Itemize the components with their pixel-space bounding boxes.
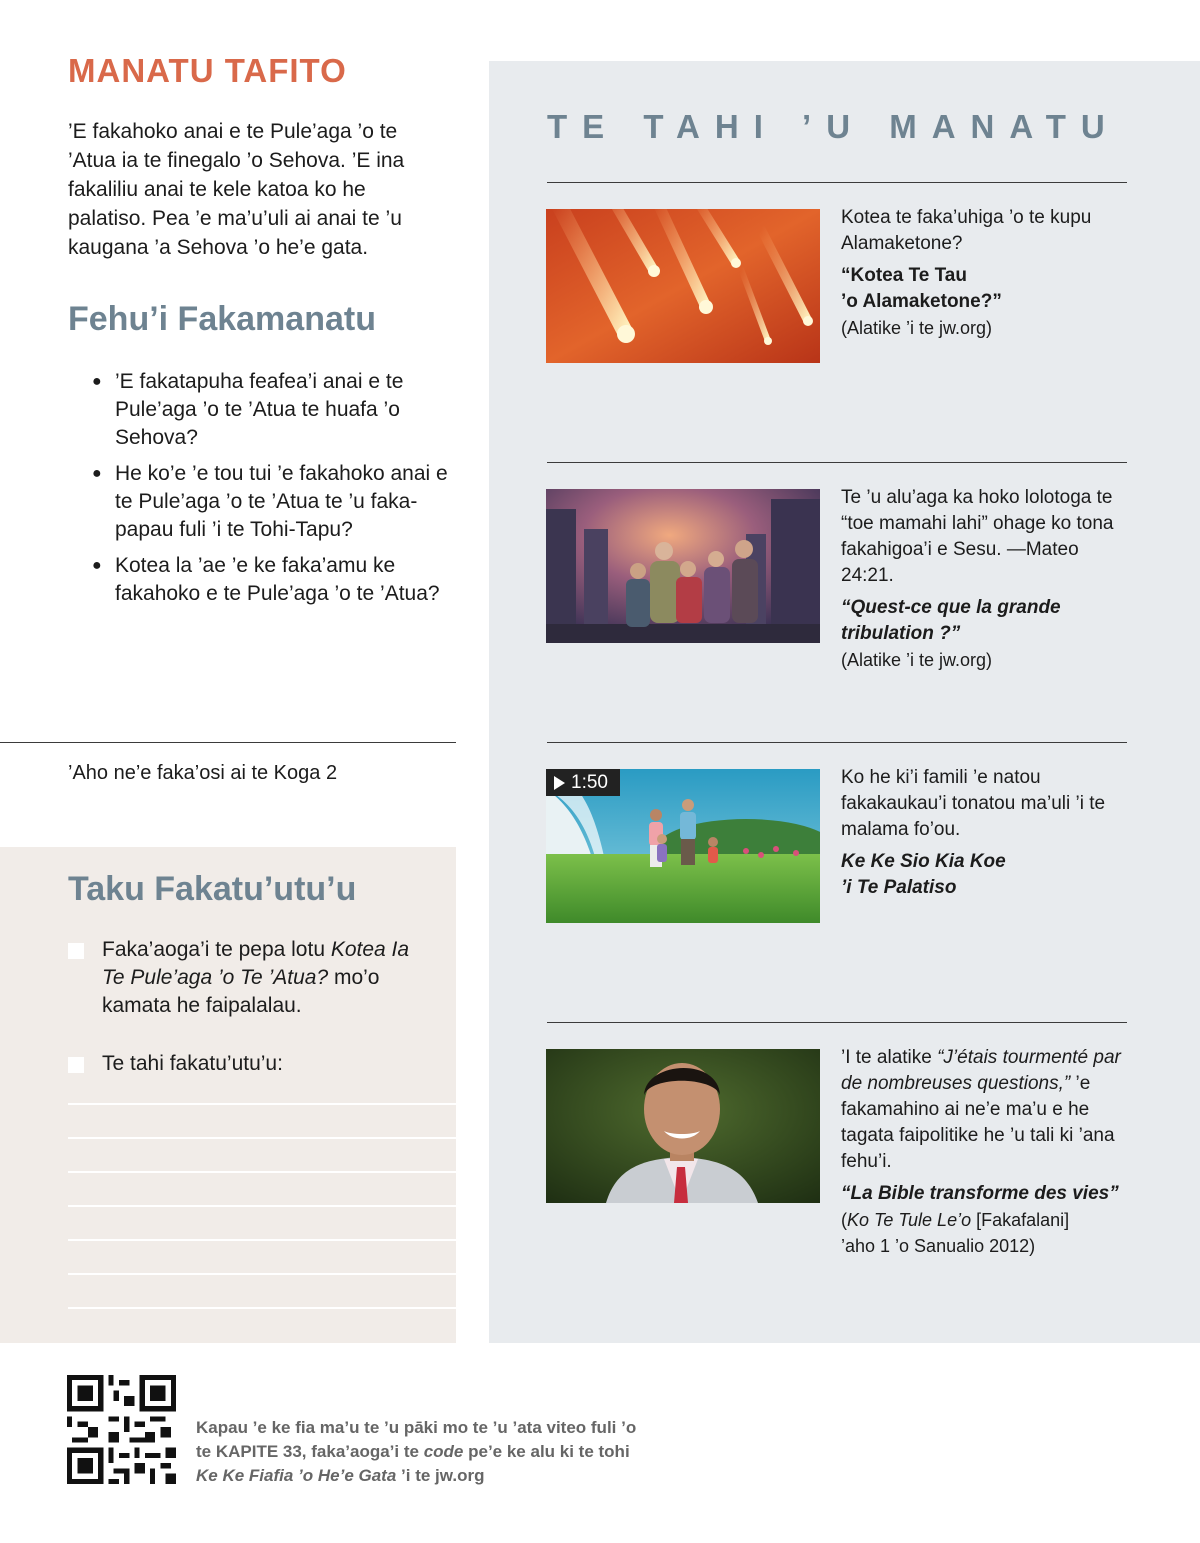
goal-item [68,936,428,1020]
divider [547,182,1127,183]
footer-note: Kapau ’e ke fia ma’u te ’u pāki mo te ’u ’ata viteo fuli ’o te KAPITE 33, faka’aoga’i te code pe’e ke alu ki te tohi Ke Ke Fiafia ’o He’e Gata ’i te jw.org [196,1418,637,1485]
goal-text: Faka’aoga’i te pepa lotu Kotea Ia Te Pule’aga ’o Te ’Atua? mo’o kamata he faipalalau. [102,938,410,1017]
entry-source: (Alatike ’i te jw.org) [841,318,993,338]
video-duration-badge [546,769,620,796]
review-question [68,460,460,544]
review-question-text: Kotea la ’ae ’e ke faka’amu ke fakahoko e te Pule’aga ’o te ’Atua? [115,554,440,605]
write-line[interactable] [68,1307,456,1309]
entry-description: ’I te alatike “J’étais tourmenté par de nombreuses questions,” ’e fakamahino ai ne’e ma’u e he tagata faipolitike he ’u tali ki ’ana fehu’i. [841,1047,1121,1172]
checkbox[interactable] [68,943,84,959]
article-link[interactable]: “La Bible transforme des vies” [841,1183,1119,1204]
write-line[interactable] [68,1205,456,1207]
divider [0,742,456,743]
video-link[interactable]: Ke Ke Sio Kia Koe ’i Te Palatiso [841,851,1006,898]
write-line[interactable] [68,1103,456,1105]
article-link[interactable]: “Kotea Te Tau ’o Alamaketone?” [841,265,1002,312]
completion-date-label: ’Aho ne’e faka’osi ai te Koga 2 [68,762,338,784]
write-line[interactable] [68,1171,456,1173]
bullet-icon: ● [92,465,102,482]
video-duration: 1:50 [571,772,608,793]
divider [547,462,1127,463]
review-questions-list [68,368,460,616]
write-line[interactable] [68,1137,456,1139]
info-entry [841,205,1131,341]
goal-text: Te tahi fakatu’utu’u: [102,1052,283,1075]
review-question [68,368,460,452]
info-entry [841,1045,1131,1259]
checkbox[interactable] [68,1057,84,1073]
entry-source: (Alatike ’i te jw.org) [841,650,993,670]
politician-portrait-image[interactable] [546,1049,820,1203]
divider [547,1022,1127,1023]
tribulation-image[interactable] [546,489,820,643]
goals-panel [0,847,456,1343]
entry-description: Ko he ki’i famili ’e natou fakakaukau’i tonatou ma’uli ’i te malama fo’ou. [841,767,1106,840]
article-link[interactable]: “Quest-ce que la grande tribulation ?” [841,597,1061,644]
review-question [68,552,460,608]
info-entry [841,485,1131,673]
review-question-text: He ko’e ’e tou tui ’e fakahoko anai e te Pule’aga ’o te ’Atua te ’u fakapapau fuli ’i te Tohi-Tapu? [115,462,448,541]
write-line[interactable] [68,1273,456,1275]
bullet-icon: ● [92,373,102,390]
divider [547,742,1127,743]
goal-item [68,1050,428,1078]
entry-source: (Ko Te Tule Le’o [Fakafalani] ’aho 1 ’o Sanualio 2012) [841,1210,1070,1256]
entry-description: Te ’u alu’aga ka hoko lolotoga te “toe mamahi lahi” ohage ko tona fakahigoa’i e Sesu. —Mateo 24:21. [841,487,1114,586]
summary-text: ’E fakahoko anai e te Pule’aga ’o te ’Atua ia te finegalo ’o Sehova. ’E ina fakaliliu anai te kele katoa ko he palatiso. Pea ’e ma’u’uli ai anai te ’u kaugana ’a Sehova ’o he’e gata. [68,120,405,259]
more-info-title: TE TAHI ’U MANATU [547,108,1120,145]
entry-description: Kotea te faka’uhiga ’o te kupu Alamaketone? [841,207,1092,254]
summary-title: MANATU TAFITO [68,52,347,89]
qr-code-icon[interactable] [67,1375,176,1484]
meteor-image[interactable] [546,209,820,363]
bullet-icon: ● [92,557,102,574]
review-question-text: ’E fakatapuha feafea’i anai e te Pule’aga ’o te ’Atua te huafa ’o Sehova? [115,370,404,449]
write-line[interactable] [68,1239,456,1241]
goals-title: Taku Fakatu’utu’u [68,870,357,908]
review-questions-title: Fehu’i Fakamanatu [68,300,376,338]
play-icon [554,776,565,790]
info-entry [841,765,1131,901]
